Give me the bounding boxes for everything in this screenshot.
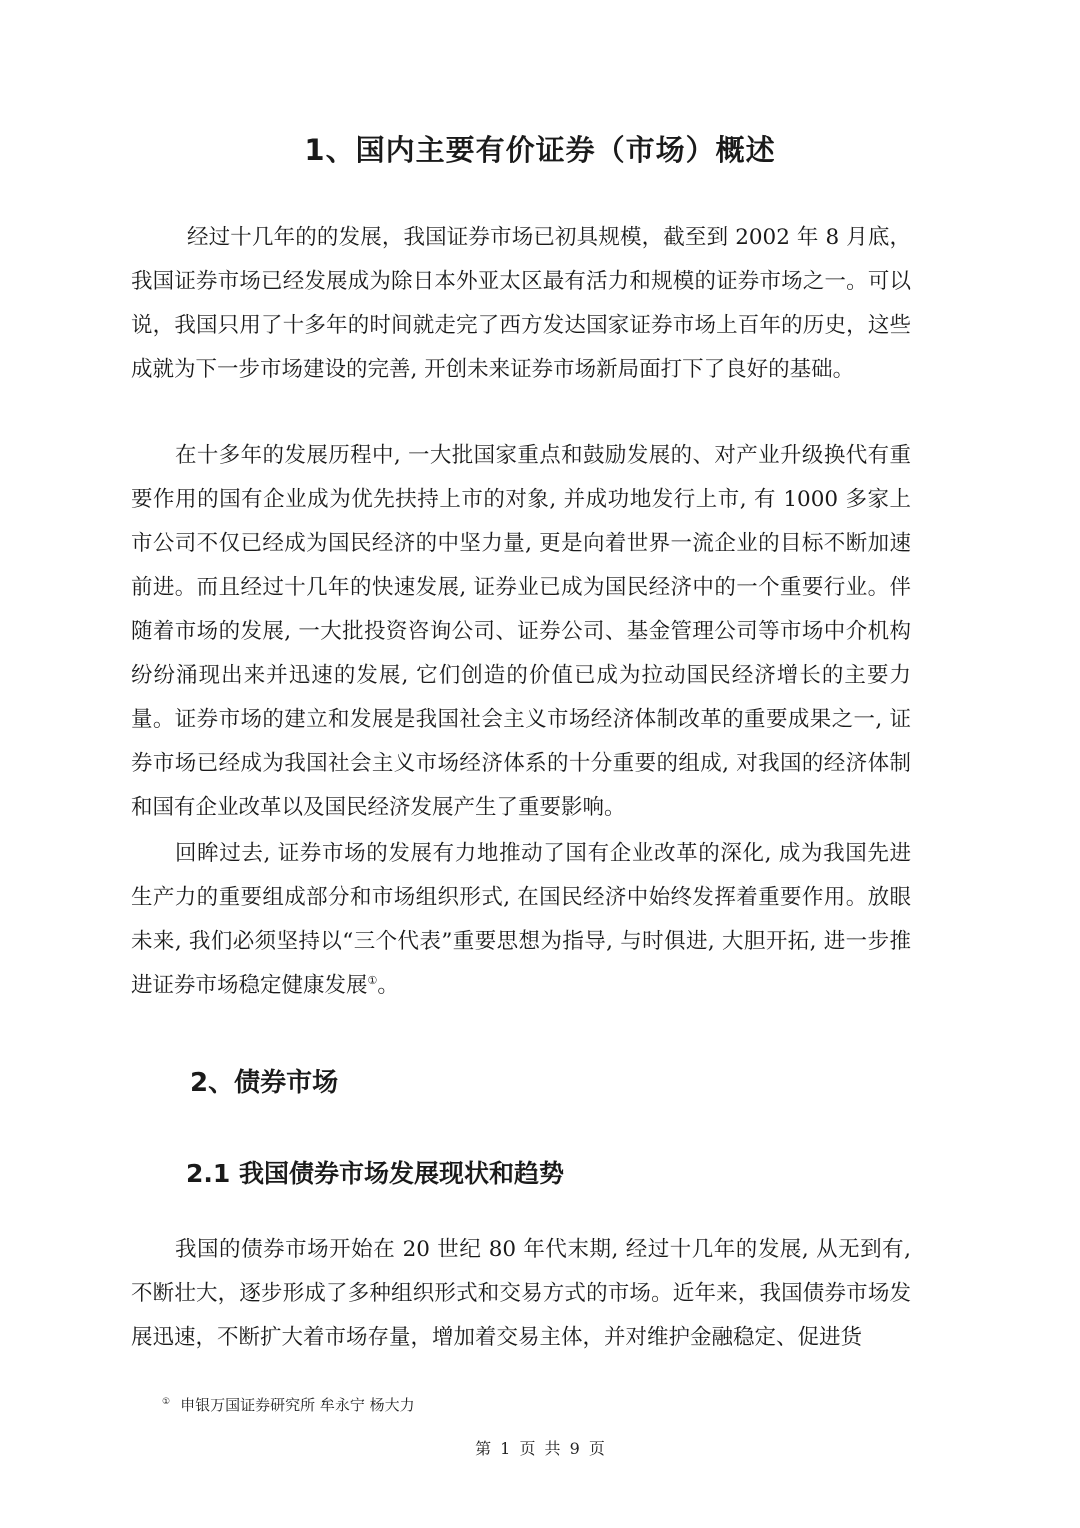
footnote-reference[interactable]: ① — [367, 973, 378, 987]
section-2-1-heading: 2.1 我国债券市场发展现状和趋势 — [186, 1159, 564, 1188]
paragraph-3-text: 回眸过去, 证券市场的发展有力地推动了国有企业改革的深化, 成为我国先进生产力的重要组成部分和市场组织形式, 在国民经济中始终发挥着重要作用。放眼未来, 我们必须坚持以“三个代表”重要思想为指导, 与时俱进, 大胆开拓, 进一步推进证券市场稳定健康发展 — [131, 841, 911, 998]
footnote-text: 申银万国证券研究所 牟永宁 杨大力 — [180, 1396, 415, 1414]
footnote-mark: ① — [162, 1397, 171, 1407]
paragraph-3 — [131, 832, 911, 1008]
paragraph-3-end: 。 — [377, 973, 399, 998]
paragraph-2: 在十多年的发展历程中, 一大批国家重点和鼓励发展的、对产业升级换代有重要作用的国有企业成为优先扶持上市的对象, 并成功地发行上市, 有 1000 多家上市公司不仅已经成为国民经济的中坚力量, 更是向着世界一流企业的目标不断加速前进。而且经过十几年的快速发展, 证券业已成为国民经济中的一个重要行业。伴随着市场的发展, 一大批投资咨询公司、证券公司、基金管理公司等市场中介机构纷纷涌现出来并迅速的发展, 它们创造的价值已成为拉动国民经济增长的主要力量。证券市场的建立和发展是我国社会主义市场经济体制改革的重要成果之一, 证券市场已经成为我国社会主义市场经济体系的十分重要的组成, 对我国的经济体制和国有企业改革以及国民经济发展产生了重要影响。 — [131, 443, 911, 820]
page-number: 第 1 页 共 9 页 — [475, 1439, 605, 1458]
page-title: 1、国内主要有价证券（市场）概述 — [304, 133, 776, 167]
footnote — [162, 1390, 415, 1417]
paragraph-4: 我国的债券市场开始在 20 世纪 80 年代末期, 经过十几年的发展, 从无到有, 不断壮大，逐步形成了多种组织形式和交易方式的市场。近年来，我国债券市场发展迅速，不断扩大着市场存量，增加着交易主体，并对维护金融稳定、促进货 — [131, 1237, 911, 1350]
paragraph-1: 经过十几年的的发展，我国证券市场已初具规模，截至到 2002 年 8 月底，我国证券市场已经发展成为除日本外亚太区最有活力和规模的证券市场之一。可以说，我国只用了十多年的时间就走完了西方发达国家证券市场上百年的历史，这些成就为下一步市场建设的完善, 开创未来证券市场新局面打下了良好的基础。 — [131, 225, 911, 382]
section-2-heading: 2、债券市场 — [190, 1068, 339, 1098]
